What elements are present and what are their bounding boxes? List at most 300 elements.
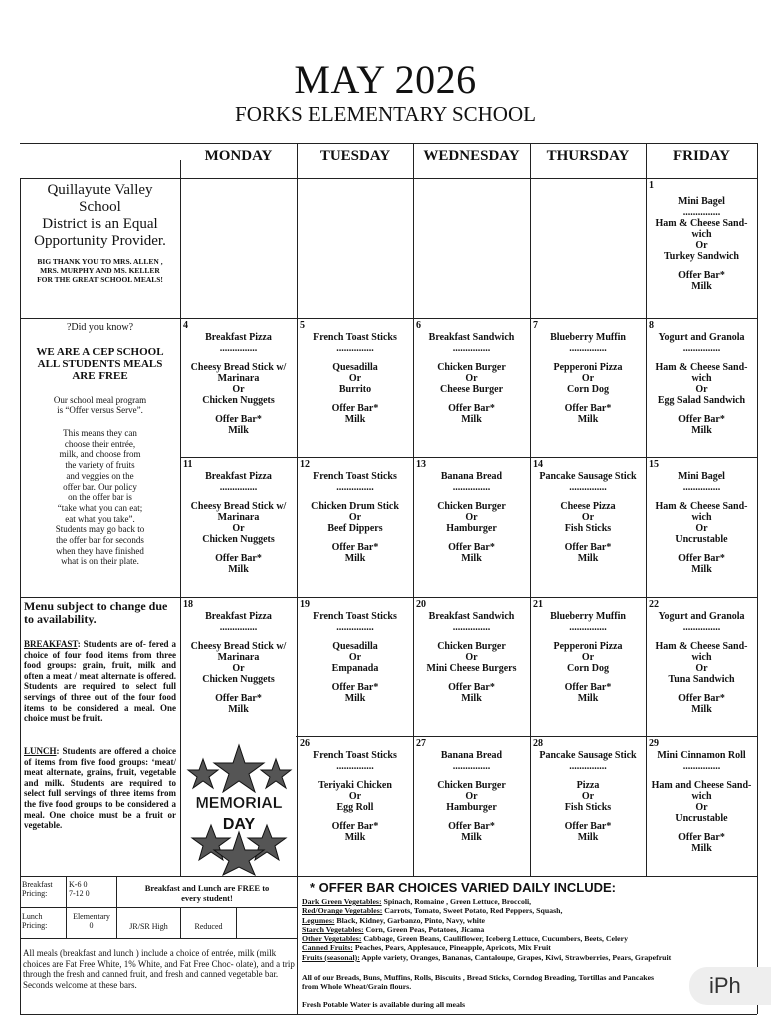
menu-item: French Toast Sticks xyxy=(313,750,397,761)
menu-items xyxy=(646,318,757,436)
menu-item: Blueberry Muffin xyxy=(550,611,626,622)
menu-items xyxy=(413,457,530,564)
day-cell xyxy=(413,318,530,457)
day-number: 7 xyxy=(533,320,538,331)
menu-item: Milk xyxy=(461,553,482,564)
menu-item: Or xyxy=(695,240,708,251)
menu-spacer xyxy=(413,493,530,501)
menu-item: Milk xyxy=(691,843,712,854)
menu-items xyxy=(646,597,757,715)
menu-item: Or xyxy=(465,373,478,384)
menu-item: Offer Bar* xyxy=(678,832,725,843)
stars-icon xyxy=(181,737,297,876)
menu-item: Offer Bar* xyxy=(448,682,495,693)
menu-item: Ham and Cheese Sand- xyxy=(651,780,752,791)
menu-item: Cheese Burger xyxy=(439,384,504,395)
day-cell xyxy=(297,318,413,457)
day-cell xyxy=(646,457,757,597)
offer-bar-line xyxy=(302,925,754,934)
menu-item: Milk xyxy=(691,281,712,292)
menu-divider: ............... xyxy=(452,622,491,633)
pricing-mid-line xyxy=(20,907,297,908)
day-cell xyxy=(297,457,413,597)
menu-item: Offer Bar* xyxy=(448,542,495,553)
menu-items xyxy=(297,318,413,425)
menu-item: Uncrustable xyxy=(675,813,728,824)
menu-divider: ............... xyxy=(682,207,721,218)
menu-item: Or xyxy=(465,652,478,663)
menu-spacer xyxy=(530,493,646,501)
lunch-pricing-label-line: Lunch xyxy=(22,912,43,921)
menu-item: Chicken Nuggets xyxy=(202,674,275,685)
menu-divider: ............... xyxy=(219,343,258,354)
free-meals-note xyxy=(118,883,296,903)
menu-subject-note xyxy=(24,600,180,626)
day-number: 28 xyxy=(533,738,543,749)
menu-item: Mini Bagel xyxy=(678,471,725,482)
breakfast-policy-heading: BREAKFAST xyxy=(24,639,78,649)
menu-item: Offer Bar* xyxy=(678,553,725,564)
menu-item: Empanada xyxy=(331,663,379,674)
thank-you-line: FOR THE GREAT SCHOOL MEALS! xyxy=(37,275,163,284)
day-header-monday: MONDAY xyxy=(204,148,273,164)
offer-bar-category: Other Vegetables: xyxy=(302,934,362,944)
breakfast-pricing-values xyxy=(69,880,115,898)
menu-spacer xyxy=(646,633,757,641)
day-cell xyxy=(413,457,530,597)
menu-item: Egg Roll xyxy=(336,802,374,813)
menu-item: Teriyaki Chicken xyxy=(318,780,392,791)
menu-spacer xyxy=(180,545,297,553)
day-cell xyxy=(530,597,646,736)
lunch-policy-heading: LUNCH xyxy=(24,746,57,756)
menu-divider: ............... xyxy=(336,622,374,633)
menu-item: Mini Cinnamon Roll xyxy=(657,750,746,761)
menu-item: Mini Bagel xyxy=(678,196,725,207)
offer-bar-category: Legumes: xyxy=(302,915,335,925)
menu-items xyxy=(413,597,530,704)
day-number: 20 xyxy=(416,599,426,610)
cep-line: ALL STUDENTS MEALS xyxy=(37,358,163,370)
menu-items xyxy=(646,736,757,854)
menu-spacer xyxy=(297,633,413,641)
day-number: 12 xyxy=(300,459,310,470)
menu-items xyxy=(180,597,297,715)
menu-item: Pepperoni Pizza xyxy=(553,641,623,652)
menu-item: wich xyxy=(691,373,712,384)
offer-bar-category: Dark Green Vegetables: xyxy=(302,897,382,906)
school-name: FORKS ELEMENTARY SCHOOL xyxy=(235,102,536,126)
menu-divider: ............... xyxy=(336,482,374,493)
menu-item: Cheesy Bread Stick w/ xyxy=(190,362,287,373)
pricing-bottom-line xyxy=(20,938,297,939)
memorial-day-label-1: MEMORIAL xyxy=(195,795,283,812)
menu-item: Or xyxy=(465,791,478,802)
menu-item: Or xyxy=(581,652,595,663)
offer-explain-line: “take what you can eat; xyxy=(57,502,143,513)
offer-bar-items: Black, Kidney, Garbanzo, Pinto, Navy, white xyxy=(334,915,486,925)
day-cell xyxy=(297,736,413,876)
menu-spacer xyxy=(646,493,757,501)
menu-spacer xyxy=(413,772,530,780)
lunch-pricing-elementary xyxy=(67,912,116,930)
menu-spacer xyxy=(180,493,297,501)
menu-item: Chicken Burger xyxy=(437,501,506,512)
menu-divider: ............... xyxy=(219,622,258,633)
menu-items xyxy=(180,318,297,436)
menu-spacer xyxy=(530,633,646,641)
menu-item: Egg Salad Sandwich xyxy=(657,395,746,406)
menu-spacer xyxy=(413,813,530,821)
menu-item: Chicken Burger xyxy=(437,362,506,373)
menu-spacer xyxy=(297,395,413,403)
menu-spacer xyxy=(646,262,757,270)
lunch-policy xyxy=(24,746,176,831)
day-number: 19 xyxy=(300,599,310,610)
day-number: 11 xyxy=(183,459,193,470)
day-header-wednesday: WEDNESDAY xyxy=(423,148,520,164)
menu-item: Banana Bread xyxy=(440,471,503,482)
offer-bar-items: Spinach, Romaine , Green Lettuce, Broccoli, xyxy=(381,897,532,906)
memorial-day-graphic xyxy=(181,737,297,876)
cep-line: ARE FREE xyxy=(72,370,128,382)
menu-item: Or xyxy=(348,791,362,802)
menu-spacer xyxy=(646,354,757,362)
day-header-thursday: THURSDAY xyxy=(546,148,630,164)
offer-explain-line: what is on their plate. xyxy=(61,556,139,567)
menu-item: French Toast Sticks xyxy=(313,471,397,482)
menu-item: Banana Bread xyxy=(440,750,503,761)
menu-item: Offer Bar* xyxy=(448,403,495,414)
menu-item: Corn Dog xyxy=(567,384,609,395)
day-number: 1 xyxy=(649,180,654,191)
offer-explain-line: when they have finished xyxy=(56,545,144,556)
offer-explain-line: Students may go back to xyxy=(55,524,145,535)
menu-item: French Toast Sticks xyxy=(313,332,397,343)
menu-spacer xyxy=(646,685,757,693)
grid-right-line xyxy=(757,143,758,1014)
menu-item: Offer Bar* xyxy=(331,542,379,553)
menu-item: Chicken Burger xyxy=(437,641,506,652)
lunch-pricing-elementary-line: 0 xyxy=(89,921,94,930)
equal-opportunity-line: School xyxy=(79,199,121,215)
menu-item: Burrito xyxy=(338,384,372,395)
menu-spacer xyxy=(530,354,646,362)
breads-line: All of our Breads, Buns, Muffins, Rolls, Biscuits , Bread Sticks, Corndog Breading, Tortillas and Pancakes xyxy=(302,973,655,982)
offer-bar-line xyxy=(302,953,754,962)
menu-items xyxy=(413,736,530,843)
offer-explain-line: and veggies on the xyxy=(66,470,134,481)
day-cell xyxy=(413,736,530,876)
day-number: 27 xyxy=(416,738,426,749)
menu-divider: ............... xyxy=(682,482,721,493)
day-header-tuesday: TUESDAY xyxy=(319,148,391,164)
page-bottom-line xyxy=(20,1014,757,1015)
equal-opportunity-line: District is an Equal xyxy=(42,216,158,232)
menu-item: Pizza xyxy=(576,780,600,791)
menu-item: Offer Bar* xyxy=(564,821,612,832)
menu-items xyxy=(530,736,646,843)
menu-item: Chicken Nuggets xyxy=(202,534,275,545)
menu-divider: ............... xyxy=(682,343,721,354)
day-cell xyxy=(530,736,646,876)
menu-item: Marinara xyxy=(217,512,260,523)
menu-item: Or xyxy=(581,373,595,384)
menu-divider: ............... xyxy=(452,482,491,493)
breakfast-pricing-label-line: Pricing: xyxy=(22,889,48,898)
menu-item: Turkey Sandwich xyxy=(664,251,739,262)
menu-item: Cheese Pizza xyxy=(560,501,616,512)
menu-item: Milk xyxy=(461,832,482,843)
lunch-policy-text: : Students are offered a choice of items from five food groups: ‘meat/ meat alternate, grains, fruit, vegetable and milk. Students are required to select full servings of three items from the five food groups to be considered a meal. One choice must be a fruit or vegetable. xyxy=(24,746,176,831)
offer-bar-items: Peaches, Pears, Applesauce, Pineapple, Apricots, Mix Fruit xyxy=(352,943,551,953)
menu-item: Or xyxy=(695,663,708,674)
overlay-pill[interactable]: iPh xyxy=(689,967,771,1005)
breakfast-policy-text: : Students are of- fered a choice of four food items from three food groups: grain, fruit, milk and often a meat / meat alternate is offered. Students are required to select full servings of three out of the four food items to be considered a meal. One choice must be fruit. xyxy=(24,639,176,724)
offer-serve-note xyxy=(22,395,178,415)
menu-spacer xyxy=(646,824,757,832)
day-cell xyxy=(530,318,646,457)
day-number: 18 xyxy=(183,599,193,610)
offer-explain-line: offer bar. Our policy xyxy=(63,481,137,492)
offer-bar-line xyxy=(302,934,754,943)
menu-spacer xyxy=(530,813,646,821)
day-cell xyxy=(530,457,646,597)
day-cell xyxy=(646,736,757,876)
menu-divider: ............... xyxy=(569,761,607,772)
menu-item: Ham & Cheese Sand- xyxy=(655,362,748,373)
menu-item: Marinara xyxy=(217,373,260,384)
lunch-pricing-jrsr: JR/SR High xyxy=(129,922,168,931)
menu-item: Marinara xyxy=(217,652,260,663)
menu-item: wich xyxy=(691,512,712,523)
day-number: 14 xyxy=(533,459,543,470)
menu-item: Chicken Nuggets xyxy=(202,395,275,406)
menu-spacer xyxy=(413,674,530,682)
menu-item: Mini Cheese Burgers xyxy=(426,663,517,674)
offer-bar-category: Canned Fruits: xyxy=(302,943,353,953)
menu-item: Milk xyxy=(577,414,599,425)
menu-item: Or xyxy=(232,663,245,674)
breakfast-pricing-label xyxy=(22,880,66,898)
menu-spacer xyxy=(297,813,413,821)
day-cell xyxy=(180,318,297,457)
menu-item: Offer Bar* xyxy=(678,414,725,425)
day-number: 8 xyxy=(649,320,654,331)
menu-item: Ham & Cheese Sand- xyxy=(655,641,748,652)
menu-item: Uncrustable xyxy=(675,534,728,545)
menu-divider: ............... xyxy=(682,622,721,633)
offer-bar-items: Cabbage, Green Beans, Cauliflower, Iceberg Lettuce, Cucumbers, Beets, Celery xyxy=(361,934,628,944)
thank-you-line: BIG THANK YOU TO MRS. ALLEN , xyxy=(37,257,163,266)
menu-items xyxy=(180,457,297,575)
menu-spacer xyxy=(413,395,530,403)
menu-item: Ham & Cheese Sand- xyxy=(655,501,748,512)
menu-item: Milk xyxy=(691,425,712,436)
day-cell xyxy=(180,597,297,736)
breakfast-policy xyxy=(24,639,176,724)
menu-items xyxy=(297,457,413,564)
menu-items xyxy=(530,597,646,704)
offer-bar-category: Red/Orange Vegetables: xyxy=(302,906,383,916)
menu-spacer xyxy=(180,354,297,362)
breakfast-pricing-label-line: Breakfast xyxy=(22,880,53,889)
all-meals-note: All meals (breakfast and lunch ) include a choice of entrée, milk (milk choices are Fat Free White, 1% White, and Fat Free Choc- olate), and a trip through the fresh and canned fruit, and fresh and canned vegetable bar. Seconds welcome at these bars. xyxy=(23,948,295,990)
menu-item: Offer Bar* xyxy=(215,693,262,704)
menu-spacer xyxy=(530,395,646,403)
menu-items xyxy=(530,318,646,425)
menu-spacer xyxy=(180,406,297,414)
breakfast-pricing-value: K-6 0 xyxy=(69,880,88,889)
offer-bar-category: Fruits (seasonal): xyxy=(302,952,360,962)
offer-bar-category: Starch Vegetables: xyxy=(302,924,364,934)
menu-divider: ............... xyxy=(682,761,721,772)
menu-item: Milk xyxy=(691,704,712,715)
menu-item: Milk xyxy=(228,564,249,575)
thank-you-note xyxy=(22,257,178,284)
offer-explain-line: on the offer bar is xyxy=(68,492,132,503)
menu-item: Pancake Sausage Stick xyxy=(539,471,637,482)
menu-item: Yogurt and Granola xyxy=(658,332,745,343)
menu-item: Quesadilla xyxy=(332,362,378,373)
menu-item: wich xyxy=(691,791,712,802)
menu-divider: ............... xyxy=(452,343,491,354)
menu-item: Milk xyxy=(461,414,482,425)
menu-item: Offer Bar* xyxy=(215,553,262,564)
offer-explain-line: the offer bar for seconds xyxy=(56,535,144,546)
menu-spacer xyxy=(180,633,297,641)
menu-spacer xyxy=(297,674,413,682)
offer-explain-line: milk, and choose from xyxy=(59,449,141,460)
menu-item: Offer Bar* xyxy=(678,270,725,281)
menu-item: Or xyxy=(581,791,595,802)
did-you-know-heading: ?Did you know? xyxy=(66,322,134,333)
menu-divider: ............... xyxy=(569,482,607,493)
menu-item: Or xyxy=(581,512,595,523)
menu-item: Offer Bar* xyxy=(331,821,379,832)
menu-item: French Toast Sticks xyxy=(313,611,397,622)
menu-item: Or xyxy=(232,523,245,534)
menu-subject-line: to availability. xyxy=(24,612,97,626)
menu-item: Chicken Drum Stick xyxy=(311,501,399,512)
menu-item: Cheesy Bread Stick w/ xyxy=(190,501,287,512)
menu-items xyxy=(646,457,757,575)
menu-item: Milk xyxy=(228,425,249,436)
menu-item: Milk xyxy=(344,553,366,564)
menu-item: Yogurt and Granola xyxy=(658,611,745,622)
day-number: 5 xyxy=(300,320,305,331)
free-meals-line: Breakfast and Lunch are FREE to xyxy=(144,883,270,893)
menu-item: Offer Bar* xyxy=(331,403,379,414)
equal-opportunity-notice xyxy=(22,182,178,250)
offer-bar-list xyxy=(302,897,754,962)
menu-item: Or xyxy=(695,802,708,813)
day-number: 26 xyxy=(300,738,310,749)
day-cell xyxy=(646,178,757,318)
offer-serve-line: Our school meal program xyxy=(53,395,147,405)
menu-item: wich xyxy=(691,229,712,240)
menu-item: Breakfast Sandwich xyxy=(428,611,515,622)
menu-spacer xyxy=(530,674,646,682)
menu-divider: ............... xyxy=(569,343,607,354)
menu-item: Milk xyxy=(577,693,599,704)
thank-you-line: MRS. MURPHY AND MS. KELLER xyxy=(40,266,160,275)
offer-explain-line: This means they can xyxy=(63,428,137,438)
offer-explain-line: eat what you take”. xyxy=(65,513,135,524)
day-header-friday: FRIDAY xyxy=(673,148,730,164)
offer-explain-note xyxy=(22,428,178,567)
menu-item: Chicken Burger xyxy=(437,780,506,791)
menu-spacer xyxy=(180,685,297,693)
day-number: 22 xyxy=(649,599,659,610)
menu-item: Fish Sticks xyxy=(564,523,612,534)
menu-spacer xyxy=(413,633,530,641)
menu-items xyxy=(413,318,530,425)
day-number: 21 xyxy=(533,599,543,610)
breads-line: from Whole Wheat/Grain flours. xyxy=(302,982,412,992)
menu-items xyxy=(297,736,413,843)
menu-item: Milk xyxy=(577,832,599,843)
menu-spacer xyxy=(530,772,646,780)
menu-item: Breakfast Sandwich xyxy=(428,332,515,343)
menu-item: Offer Bar* xyxy=(564,403,612,414)
memorial-day-label-2: DAY xyxy=(222,816,256,833)
menu-item: Fish Sticks xyxy=(564,802,612,813)
menu-spacer xyxy=(297,354,413,362)
menu-spacer xyxy=(297,772,413,780)
day-cell xyxy=(413,597,530,736)
day-cell xyxy=(180,457,297,597)
breakfast-pricing-value: 7-12 0 xyxy=(69,889,90,898)
menu-item: Pancake Sausage Stick xyxy=(539,750,637,761)
offer-bar-items: Apple variety, Oranges, Bananas, Cantaloupe, Grapes, Kiwi, Strawberries, Pears, Grapefruit xyxy=(359,952,672,962)
menu-spacer xyxy=(530,534,646,542)
menu-item: Or xyxy=(232,384,245,395)
offer-bar-line xyxy=(302,943,754,952)
menu-item: Offer Bar* xyxy=(564,542,612,553)
menu-item: Milk xyxy=(228,704,249,715)
menu-item: Offer Bar* xyxy=(678,693,725,704)
menu-item: Beef Dippers xyxy=(327,523,383,534)
menu-item: Or xyxy=(465,512,478,523)
menu-item: Milk xyxy=(344,832,366,843)
menu-spacer xyxy=(413,354,530,362)
page-title: MAY 2026 xyxy=(294,57,477,102)
menu-item: Milk xyxy=(461,693,482,704)
offer-bar-items: Corn, Green Peas, Potatoes, Jicama xyxy=(363,924,485,934)
menu-item: Hamburger xyxy=(446,523,497,534)
menu-item: Breakfast Pizza xyxy=(205,471,272,482)
day-cell xyxy=(297,597,413,736)
menu-spacer xyxy=(646,545,757,553)
menu-item: Hamburger xyxy=(446,802,497,813)
day-cell xyxy=(646,318,757,457)
menu-items xyxy=(646,178,757,292)
day-number: 15 xyxy=(649,459,659,470)
menu-item: Or xyxy=(695,523,708,534)
offer-bar-heading: * OFFER BAR CHOICES VARIED DAILY INCLUDE: xyxy=(310,880,617,895)
menu-item: Milk xyxy=(344,414,366,425)
menu-item: Or xyxy=(695,384,708,395)
lunch-pricing-elementary-line: Elementary xyxy=(73,912,110,921)
lunch-pricing-label xyxy=(22,912,66,930)
day-cell xyxy=(646,597,757,736)
menu-item: Pepperoni Pizza xyxy=(553,362,623,373)
menu-items xyxy=(297,597,413,704)
menu-subject-line: Menu subject to change due xyxy=(24,599,168,613)
menu-divider: ............... xyxy=(336,343,374,354)
grid-bottom-line xyxy=(20,876,757,877)
